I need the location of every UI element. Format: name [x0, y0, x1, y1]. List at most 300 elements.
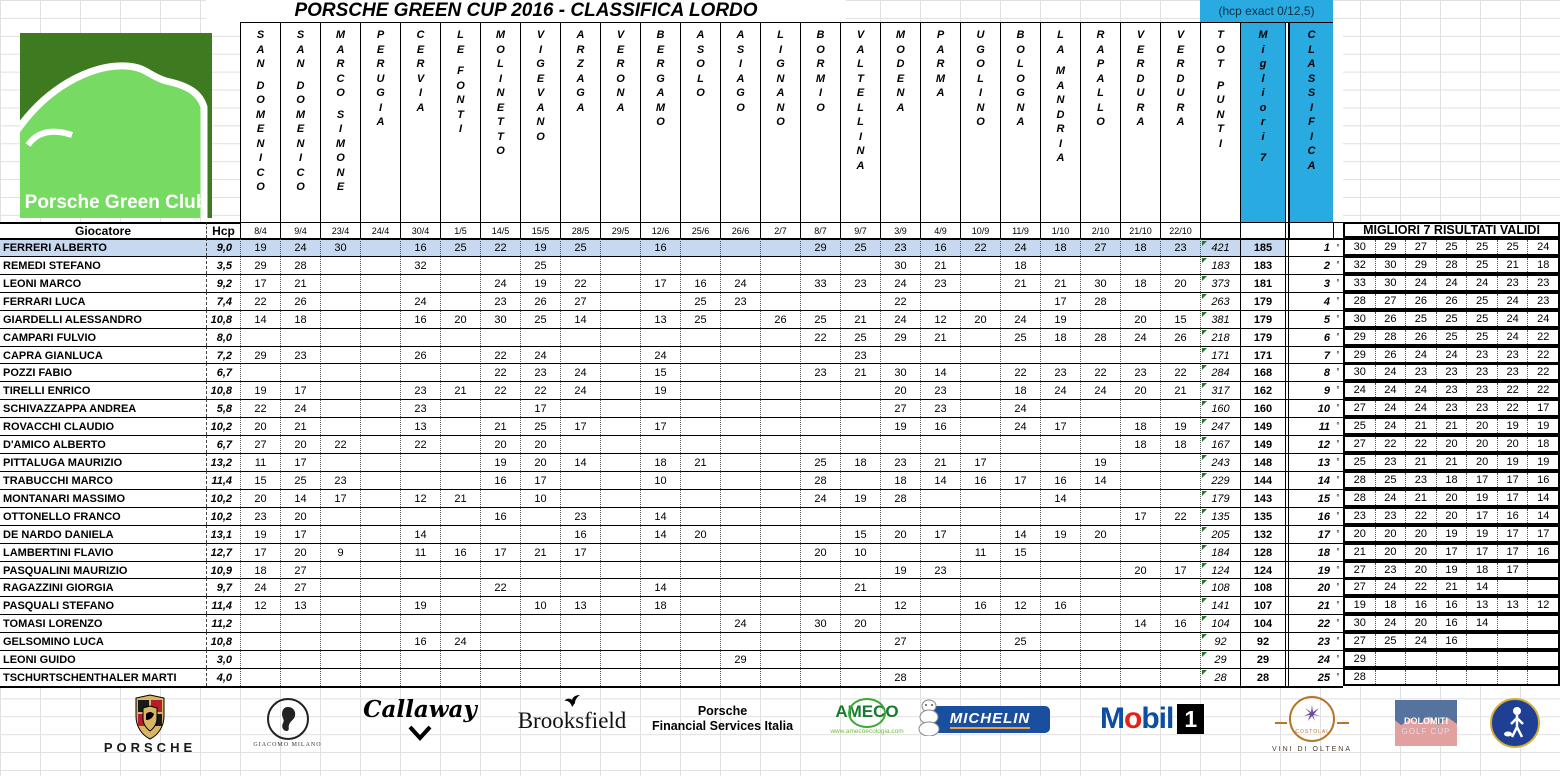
score-cell[interactable] — [1080, 346, 1120, 364]
result-cell[interactable]: 22 — [1405, 437, 1436, 451]
score-cell[interactable] — [560, 328, 600, 346]
score-cell[interactable]: 19 — [520, 238, 560, 256]
result-cell[interactable]: 17 — [1527, 401, 1558, 415]
tournament-header[interactable]: V E R O N A — [600, 22, 640, 222]
score-cell[interactable] — [1080, 650, 1120, 668]
score-cell[interactable]: 12 — [880, 596, 920, 614]
result-cell[interactable]: 23 — [1375, 563, 1406, 577]
score-cell[interactable] — [1120, 596, 1160, 614]
tot-cell[interactable]: 179 — [1200, 489, 1240, 507]
score-cell[interactable]: 14 — [1040, 489, 1080, 507]
score-cell[interactable] — [1160, 346, 1200, 364]
score-cell[interactable]: 21 — [440, 381, 480, 399]
score-cell[interactable]: 27 — [880, 632, 920, 650]
score-cell[interactable]: 28 — [880, 668, 920, 686]
score-cell[interactable] — [1080, 596, 1120, 614]
hcp-cell[interactable]: 6,7 — [206, 363, 240, 381]
score-cell[interactable]: 20 — [1120, 310, 1160, 328]
score-cell[interactable]: 14 — [1000, 525, 1040, 543]
score-cell[interactable] — [600, 632, 640, 650]
score-cell[interactable] — [440, 292, 480, 310]
score-cell[interactable] — [680, 328, 720, 346]
score-cell[interactable] — [360, 292, 400, 310]
result-cell[interactable]: 28 — [1353, 492, 1366, 504]
score-cell[interactable] — [920, 346, 960, 364]
score-cell[interactable] — [1000, 292, 1040, 310]
score-cell[interactable]: 17 — [480, 543, 520, 561]
score-cell[interactable] — [240, 668, 280, 686]
score-cell[interactable]: 17 — [240, 274, 280, 292]
tot-cell[interactable]: 205 — [1200, 525, 1240, 543]
tournament-header[interactable]: A R Z A G A — [560, 22, 600, 222]
score-cell[interactable] — [1040, 435, 1080, 453]
tournament-header[interactable]: V I G E V A N O — [520, 22, 560, 222]
score-cell[interactable] — [360, 399, 400, 417]
score-cell[interactable] — [560, 614, 600, 632]
result-cell[interactable]: 22 — [1405, 580, 1436, 594]
score-cell[interactable]: 28 — [880, 489, 920, 507]
score-cell[interactable]: 23 — [280, 346, 320, 364]
score-cell[interactable] — [320, 668, 360, 686]
result-cell[interactable]: 22 — [1527, 383, 1558, 397]
score-cell[interactable] — [600, 292, 640, 310]
score-cell[interactable] — [320, 507, 360, 525]
score-cell[interactable] — [720, 561, 760, 579]
result-cell[interactable]: 21 — [1405, 455, 1436, 469]
result-cell[interactable]: 23 — [1375, 455, 1406, 469]
score-cell[interactable] — [640, 489, 680, 507]
score-cell[interactable] — [1080, 614, 1120, 632]
score-cell[interactable]: 21 — [280, 274, 320, 292]
score-cell[interactable]: 19 — [240, 525, 280, 543]
tot-cell[interactable]: 167 — [1200, 435, 1240, 453]
tot-cell[interactable]: 108 — [1200, 578, 1240, 596]
score-cell[interactable] — [1040, 507, 1080, 525]
score-cell[interactable]: 21 — [1040, 274, 1080, 292]
score-cell[interactable] — [720, 596, 760, 614]
rank-cell[interactable]: 10 — [1289, 399, 1333, 417]
score-cell[interactable] — [840, 632, 880, 650]
score-cell[interactable] — [760, 614, 800, 632]
score-cell[interactable]: 28 — [1080, 328, 1120, 346]
score-cell[interactable]: 24 — [1080, 381, 1120, 399]
score-cell[interactable]: 20 — [1120, 561, 1160, 579]
best7-cell[interactable]: 135 — [1240, 507, 1285, 525]
player-name-cell[interactable]: GELSOMINO LUCA — [0, 632, 206, 650]
score-cell[interactable]: 22 — [480, 578, 520, 596]
result-cell[interactable]: 18 — [1527, 437, 1558, 451]
score-cell[interactable]: 19 — [840, 489, 880, 507]
score-cell[interactable] — [240, 363, 280, 381]
best7-cell[interactable]: 168 — [1240, 363, 1285, 381]
best7-cell[interactable]: 29 — [1240, 650, 1285, 668]
result-cell[interactable]: 20 — [1405, 545, 1436, 559]
score-cell[interactable] — [400, 668, 440, 686]
score-cell[interactable] — [640, 399, 680, 417]
score-cell[interactable] — [280, 363, 320, 381]
score-cell[interactable]: 30 — [800, 614, 840, 632]
result-cell[interactable]: 19 — [1466, 491, 1497, 505]
score-cell[interactable] — [720, 453, 760, 471]
score-cell[interactable]: 23 — [920, 399, 960, 417]
result-cell[interactable]: 29 — [1375, 240, 1406, 254]
score-cell[interactable] — [240, 328, 280, 346]
score-cell[interactable] — [680, 346, 720, 364]
score-cell[interactable] — [1120, 578, 1160, 596]
score-cell[interactable] — [600, 381, 640, 399]
score-cell[interactable]: 15 — [1160, 310, 1200, 328]
player-name-cell[interactable]: OTTONELLO FRANCO — [0, 507, 206, 525]
score-cell[interactable] — [680, 489, 720, 507]
score-cell[interactable] — [480, 328, 520, 346]
result-cell[interactable]: 26 — [1436, 294, 1467, 308]
result-cell[interactable]: 24 — [1375, 419, 1406, 433]
result-cell[interactable]: 17 — [1497, 527, 1528, 541]
tournament-header[interactable]: U G O L I N O — [960, 22, 1000, 222]
score-cell[interactable]: 14 — [280, 489, 320, 507]
score-cell[interactable]: 20 — [880, 525, 920, 543]
score-cell[interactable] — [1080, 435, 1120, 453]
result-cell[interactable]: 25 — [1436, 312, 1467, 326]
result-cell[interactable]: 17 — [1497, 563, 1528, 577]
score-cell[interactable]: 14 — [920, 471, 960, 489]
rank-cell[interactable]: 24 — [1289, 650, 1333, 668]
result-cell[interactable]: 20 — [1405, 563, 1436, 577]
score-cell[interactable]: 21 — [840, 578, 880, 596]
player-name-cell[interactable]: PITTALUGA MAURIZIO — [0, 453, 206, 471]
score-cell[interactable] — [760, 668, 800, 686]
player-name-cell[interactable]: FERRARI LUCA — [0, 292, 206, 310]
score-cell[interactable] — [1160, 525, 1200, 543]
score-cell[interactable]: 24 — [1000, 238, 1040, 256]
score-cell[interactable] — [1040, 578, 1080, 596]
score-cell[interactable] — [880, 507, 920, 525]
score-cell[interactable] — [320, 614, 360, 632]
score-cell[interactable]: 24 — [480, 274, 520, 292]
result-cell[interactable]: 32 — [1353, 259, 1366, 271]
score-cell[interactable] — [320, 596, 360, 614]
score-cell[interactable]: 28 — [800, 471, 840, 489]
score-cell[interactable] — [360, 578, 400, 596]
score-cell[interactable]: 30 — [480, 310, 520, 328]
score-cell[interactable] — [440, 525, 480, 543]
score-cell[interactable] — [440, 453, 480, 471]
score-cell[interactable] — [600, 238, 640, 256]
result-cell[interactable]: 23 — [1353, 510, 1366, 522]
score-cell[interactable]: 16 — [960, 596, 1000, 614]
hcp-cell[interactable]: 9,2 — [206, 274, 240, 292]
score-cell[interactable] — [960, 381, 1000, 399]
score-cell[interactable] — [760, 543, 800, 561]
score-cell[interactable]: 24 — [520, 346, 560, 364]
tournament-header[interactable]: B E R G A M O — [640, 22, 680, 222]
tot-cell[interactable]: 160 — [1200, 399, 1240, 417]
score-cell[interactable] — [880, 435, 920, 453]
score-cell[interactable] — [720, 632, 760, 650]
score-cell[interactable]: 26 — [1160, 328, 1200, 346]
score-cell[interactable]: 25 — [560, 238, 600, 256]
score-cell[interactable]: 25 — [1000, 632, 1040, 650]
tournament-header[interactable]: C E R V I A — [400, 22, 440, 222]
migliori7-risultati-header[interactable]: MIGLIORI 7 RISULTATI VALIDI — [1343, 222, 1560, 238]
result-cell[interactable]: 24 — [1497, 330, 1528, 344]
hcp-cell[interactable]: 10,8 — [206, 310, 240, 328]
score-cell[interactable]: 18 — [1000, 256, 1040, 274]
score-cell[interactable] — [800, 632, 840, 650]
score-cell[interactable]: 18 — [1040, 328, 1080, 346]
result-cell[interactable]: 16 — [1405, 598, 1436, 612]
score-cell[interactable] — [560, 399, 600, 417]
score-cell[interactable] — [680, 363, 720, 381]
result-cell[interactable]: 17 — [1466, 545, 1497, 559]
score-cell[interactable] — [520, 328, 560, 346]
score-cell[interactable] — [1080, 256, 1120, 274]
result-cell[interactable]: 28 — [1375, 330, 1406, 344]
score-cell[interactable]: 28 — [1080, 292, 1120, 310]
score-cell[interactable]: 20 — [1120, 381, 1160, 399]
score-cell[interactable]: 24 — [240, 578, 280, 596]
score-cell[interactable] — [1000, 346, 1040, 364]
score-cell[interactable] — [360, 363, 400, 381]
tournament-date-cell[interactable]: 11/9 — [1000, 222, 1040, 238]
result-cell[interactable]: 17 — [1527, 527, 1558, 541]
score-cell[interactable] — [480, 632, 520, 650]
best7-cell[interactable]: 179 — [1240, 328, 1285, 346]
score-cell[interactable] — [720, 328, 760, 346]
score-cell[interactable]: 16 — [1040, 471, 1080, 489]
score-cell[interactable] — [360, 453, 400, 471]
score-cell[interactable]: 15 — [240, 471, 280, 489]
score-cell[interactable] — [1040, 614, 1080, 632]
score-cell[interactable]: 18 — [880, 471, 920, 489]
score-cell[interactable] — [920, 614, 960, 632]
score-cell[interactable]: 25 — [800, 310, 840, 328]
score-cell[interactable]: 18 — [240, 561, 280, 579]
rank-cell[interactable]: 22 — [1289, 614, 1333, 632]
score-cell[interactable] — [840, 596, 880, 614]
score-cell[interactable] — [680, 417, 720, 435]
result-cell[interactable]: 28 — [1353, 474, 1366, 486]
score-cell[interactable]: 20 — [840, 614, 880, 632]
score-cell[interactable]: 22 — [800, 328, 840, 346]
hcp-cell[interactable]: 12,7 — [206, 543, 240, 561]
result-cell[interactable]: 17 — [1436, 545, 1467, 559]
result-cell[interactable] — [1436, 652, 1467, 666]
result-cell[interactable]: 29 — [1405, 258, 1436, 272]
hcp-cell[interactable]: 3,0 — [206, 650, 240, 668]
result-cell[interactable]: 20 — [1375, 527, 1406, 541]
result-cell[interactable]: 23 — [1527, 294, 1558, 308]
score-cell[interactable] — [680, 256, 720, 274]
score-cell[interactable] — [920, 632, 960, 650]
result-cell[interactable]: 22 — [1497, 383, 1528, 397]
score-cell[interactable] — [600, 578, 640, 596]
result-cell[interactable]: 24 — [1497, 294, 1528, 308]
hcp-cell[interactable]: 5,8 — [206, 399, 240, 417]
result-cell[interactable]: 24 — [1405, 634, 1436, 648]
score-cell[interactable]: 24 — [1120, 328, 1160, 346]
score-cell[interactable]: 24 — [1000, 399, 1040, 417]
score-cell[interactable]: 27 — [560, 292, 600, 310]
score-cell[interactable] — [800, 578, 840, 596]
tournament-date-cell[interactable]: 3/9 — [880, 222, 920, 238]
rank-cell[interactable]: 21 — [1289, 596, 1333, 614]
result-cell[interactable]: 18 — [1436, 473, 1467, 487]
score-cell[interactable] — [480, 650, 520, 668]
score-cell[interactable] — [520, 650, 560, 668]
score-cell[interactable] — [440, 614, 480, 632]
result-cell[interactable]: 23 — [1527, 276, 1558, 290]
score-cell[interactable] — [680, 238, 720, 256]
score-cell[interactable]: 24 — [880, 274, 920, 292]
score-cell[interactable] — [720, 363, 760, 381]
score-cell[interactable]: 17 — [1040, 417, 1080, 435]
score-cell[interactable]: 22 — [1000, 363, 1040, 381]
score-cell[interactable] — [1040, 650, 1080, 668]
score-cell[interactable]: 11 — [960, 543, 1000, 561]
score-cell[interactable] — [760, 507, 800, 525]
score-cell[interactable]: 13 — [640, 310, 680, 328]
score-cell[interactable]: 20 — [1160, 274, 1200, 292]
result-cell[interactable]: 17 — [1466, 509, 1497, 523]
player-name-cell[interactable]: GIARDELLI ALESSANDRO — [0, 310, 206, 328]
score-cell[interactable] — [1160, 489, 1200, 507]
score-cell[interactable]: 19 — [240, 381, 280, 399]
score-cell[interactable] — [680, 632, 720, 650]
tournament-header[interactable]: A S I A G O — [720, 22, 760, 222]
score-cell[interactable] — [800, 668, 840, 686]
result-cell[interactable]: 19 — [1436, 563, 1467, 577]
score-cell[interactable] — [1080, 561, 1120, 579]
result-cell[interactable]: 18 — [1466, 563, 1497, 577]
tournament-date-cell[interactable]: 25/6 — [680, 222, 720, 238]
rank-cell[interactable]: 1 — [1289, 238, 1333, 256]
result-cell[interactable]: 16 — [1436, 598, 1467, 612]
score-cell[interactable]: 17 — [920, 525, 960, 543]
best7-cell[interactable]: 179 — [1240, 310, 1285, 328]
hcp-cell[interactable]: 7,2 — [206, 346, 240, 364]
score-cell[interactable] — [320, 310, 360, 328]
hcp-cell[interactable]: 4,0 — [206, 668, 240, 686]
score-cell[interactable]: 23 — [480, 292, 520, 310]
result-cell[interactable] — [1466, 634, 1497, 648]
result-cell[interactable]: 25 — [1375, 634, 1406, 648]
score-cell[interactable]: 14 — [560, 310, 600, 328]
score-cell[interactable] — [760, 274, 800, 292]
score-cell[interactable] — [1160, 578, 1200, 596]
score-cell[interactable] — [400, 561, 440, 579]
score-cell[interactable] — [560, 578, 600, 596]
score-cell[interactable] — [840, 668, 880, 686]
score-cell[interactable]: 14 — [920, 363, 960, 381]
score-cell[interactable] — [600, 543, 640, 561]
score-cell[interactable]: 19 — [1040, 310, 1080, 328]
score-cell[interactable] — [640, 292, 680, 310]
score-cell[interactable]: 17 — [520, 399, 560, 417]
score-cell[interactable] — [960, 274, 1000, 292]
score-cell[interactable] — [1000, 668, 1040, 686]
score-cell[interactable]: 19 — [240, 238, 280, 256]
result-cell[interactable] — [1375, 670, 1406, 684]
score-cell[interactable] — [400, 471, 440, 489]
rank-cell[interactable]: 23 — [1289, 632, 1333, 650]
score-cell[interactable]: 24 — [800, 489, 840, 507]
score-cell[interactable] — [800, 561, 840, 579]
tot-cell[interactable]: 317 — [1200, 381, 1240, 399]
score-cell[interactable]: 22 — [880, 292, 920, 310]
score-cell[interactable] — [640, 435, 680, 453]
result-cell[interactable]: 20 — [1466, 437, 1497, 451]
score-cell[interactable]: 12 — [400, 489, 440, 507]
score-cell[interactable]: 27 — [240, 435, 280, 453]
score-cell[interactable] — [680, 668, 720, 686]
result-cell[interactable] — [1527, 670, 1558, 684]
result-cell[interactable]: 24 — [1466, 276, 1497, 290]
score-cell[interactable] — [440, 256, 480, 274]
score-cell[interactable] — [400, 453, 440, 471]
score-cell[interactable] — [800, 381, 840, 399]
tot-cell[interactable]: 184 — [1200, 543, 1240, 561]
score-cell[interactable]: 25 — [800, 453, 840, 471]
score-cell[interactable]: 13 — [560, 596, 600, 614]
score-cell[interactable]: 24 — [280, 399, 320, 417]
score-cell[interactable]: 22 — [1160, 507, 1200, 525]
score-cell[interactable]: 29 — [880, 328, 920, 346]
result-cell[interactable]: 22 — [1527, 348, 1558, 362]
score-cell[interactable]: 24 — [1000, 417, 1040, 435]
result-cell[interactable]: 23 — [1497, 276, 1528, 290]
score-cell[interactable] — [720, 310, 760, 328]
score-cell[interactable]: 20 — [240, 489, 280, 507]
score-cell[interactable]: 22 — [520, 381, 560, 399]
result-cell[interactable]: 22 — [1375, 437, 1406, 451]
tournament-date-cell[interactable]: 14/5 — [480, 222, 520, 238]
score-cell[interactable] — [1120, 471, 1160, 489]
score-cell[interactable] — [360, 274, 400, 292]
result-cell[interactable]: 23 — [1375, 509, 1406, 523]
score-cell[interactable] — [320, 650, 360, 668]
score-cell[interactable] — [360, 650, 400, 668]
score-cell[interactable] — [1160, 596, 1200, 614]
score-cell[interactable]: 22 — [240, 292, 280, 310]
result-cell[interactable] — [1497, 634, 1528, 648]
tot-cell[interactable]: 263 — [1200, 292, 1240, 310]
score-cell[interactable] — [1120, 256, 1160, 274]
result-cell[interactable]: 17 — [1497, 491, 1528, 505]
score-cell[interactable] — [520, 525, 560, 543]
score-cell[interactable]: 24 — [440, 632, 480, 650]
rank-cell[interactable]: 25 — [1289, 668, 1333, 686]
tournament-date-cell[interactable]: 9/4 — [280, 222, 320, 238]
score-cell[interactable] — [800, 507, 840, 525]
score-cell[interactable]: 18 — [1040, 238, 1080, 256]
score-cell[interactable]: 33 — [800, 274, 840, 292]
score-cell[interactable] — [280, 650, 320, 668]
score-cell[interactable] — [720, 471, 760, 489]
score-cell[interactable]: 20 — [800, 543, 840, 561]
score-cell[interactable] — [760, 292, 800, 310]
score-cell[interactable] — [280, 614, 320, 632]
score-cell[interactable]: 17 — [240, 543, 280, 561]
result-cell[interactable]: 21 — [1405, 491, 1436, 505]
rank-cell[interactable]: 15 — [1289, 489, 1333, 507]
score-cell[interactable] — [360, 417, 400, 435]
score-cell[interactable] — [440, 363, 480, 381]
score-cell[interactable]: 16 — [1160, 614, 1200, 632]
score-cell[interactable]: 18 — [1000, 381, 1040, 399]
page-title[interactable]: PORSCHE GREEN CUP 2016 - CLASSIFICA LORDO — [206, 0, 846, 22]
result-cell[interactable]: 27 — [1353, 438, 1366, 450]
